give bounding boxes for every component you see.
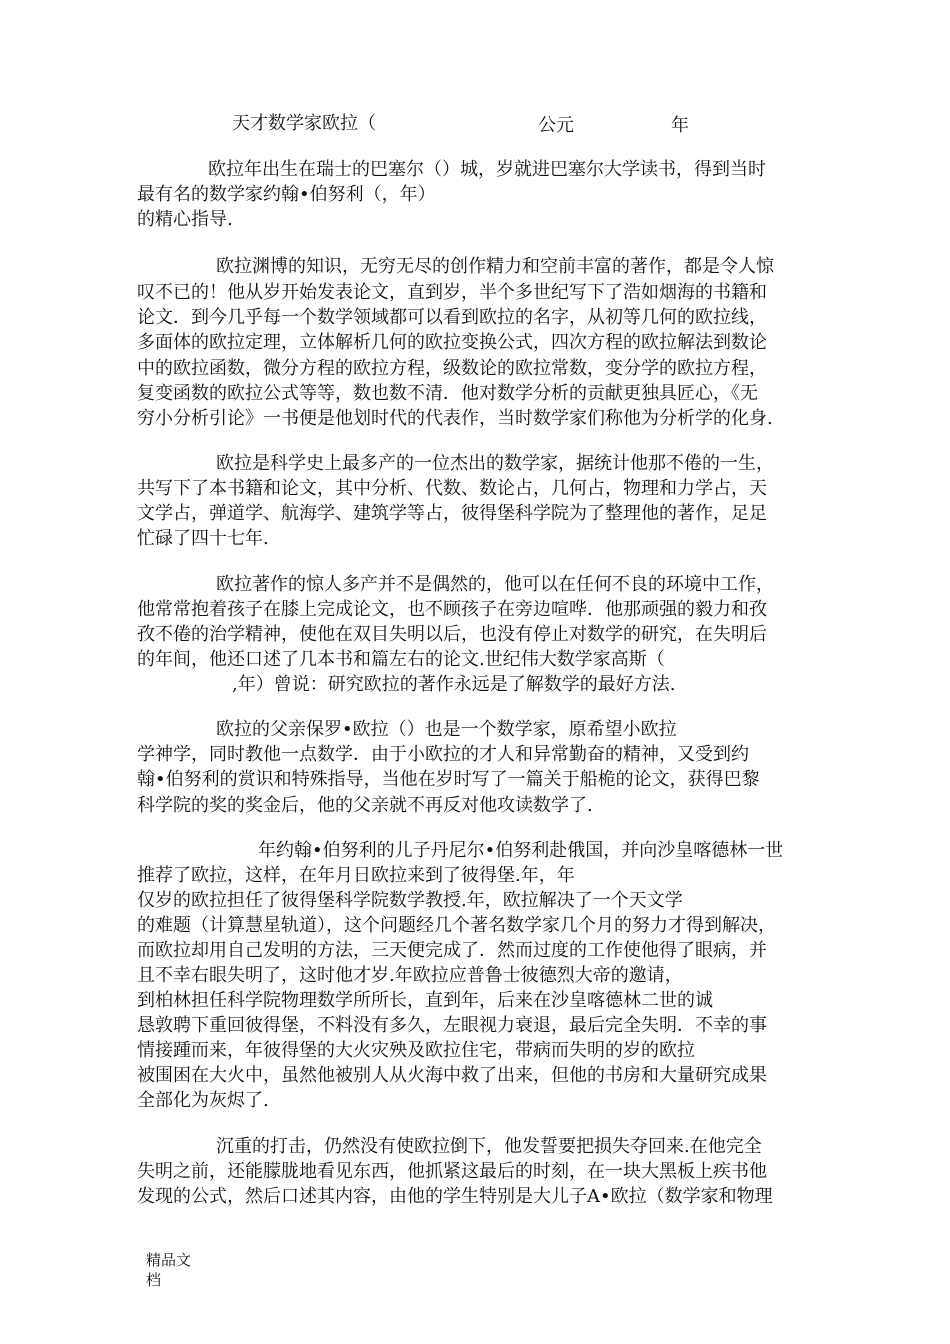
text-line: 他常常抱着孩子在膝上完成论文，也不顾孩子在旁边喧哗．他那顽强的毅力和孜 <box>137 599 767 620</box>
text-line: 最有名的数学家约翰•伯努利（，年） <box>137 184 436 205</box>
text-line: 被围困在大火中，虽然他被别人从火海中救了出来，但他的书房和大量研究成果 <box>137 1065 767 1086</box>
text-line: ,年）曾说：研究欧拉的著作永远是了解数学的最好方法. <box>232 674 676 695</box>
text-line: 的精心指导. <box>137 209 233 230</box>
text-line: 恳敦聘下重回彼得堡，不料没有多久，左眼视力衰退，最后完全失明．不幸的事 <box>137 1015 767 1036</box>
text-line: 欧拉年出生在瑞士的巴塞尔（）城，岁就进巴塞尔大学读书，得到当时 <box>208 159 766 180</box>
text-line: 叹不已的！他从岁开始发表论文，直到岁，半个多世纪写下了浩如烟海的书籍和 <box>137 282 767 303</box>
footer-line: 精品文 <box>146 1251 192 1269</box>
text-line: 而欧拉却用自己发明的方法，三天便完成了．然而过度的工作使他得了眼病，并 <box>137 940 767 961</box>
text-line: 的年间，他还口述了几本书和篇左右的论文.世纪伟大数学家高斯（ <box>137 649 665 670</box>
title-main: 天才数学家欧拉（ <box>232 113 376 134</box>
text-line: 且不幸右眼失明了，这时他才岁.年欧拉应普鲁士彼德烈大帝的邀请， <box>137 965 683 986</box>
title-year: 年 <box>671 115 689 136</box>
text-line: 中的欧拉函数，微分方程的欧拉方程，级数论的欧拉常数，变分学的欧拉方程， <box>137 358 767 379</box>
text-line: 翰•伯努利的赏识和特殊指导，当他在岁时写了一篇关于船桅的论文，获得巴黎 <box>137 769 760 790</box>
text-line: 欧拉著作的惊人多产并不是偶然的，他可以在任何不良的环境中工作， <box>216 574 774 595</box>
text-line: 全部化为灰烬了. <box>137 1090 269 1111</box>
text-line: 到柏林担任科学院物理数学所所长，直到年，后来在沙皇喀德林二世的诚 <box>137 990 713 1011</box>
text-line: 忙碌了四十七年. <box>137 528 269 549</box>
text-line: 科学院的奖的奖金后，他的父亲就不再反对他攻读数学了. <box>137 795 593 816</box>
footer-line: 档 <box>146 1271 162 1289</box>
text-line: 推荐了欧拉，这样，在年月日欧拉来到了彼得堡.年，年 <box>137 865 575 886</box>
text-line: 学神学，同时教他一点数学．由于小欧拉的才人和异常勤奋的精神，又受到约 <box>137 744 749 765</box>
text-line: 发现的公式，然后口述其内容，由他的学生特别是大儿子A•欧拉（数学家和物理 <box>137 1186 773 1207</box>
text-line: 年约翰•伯努利的儿子丹尼尔•伯努利赴俄国，并向沙皇喀德林一世 <box>258 840 784 861</box>
text-line: 欧拉是科学史上最多产的一位杰出的数学家，据统计他那不倦的一生， <box>216 453 774 474</box>
text-line: 穷小分析引论》一书便是他划时代的代表作，当时数学家们称他为分析学的化身. <box>137 408 773 429</box>
text-line: 失明之前，还能朦胧地看见东西，他抓紧这最后的时刻，在一块大黑板上疾书他 <box>137 1161 767 1182</box>
text-line: 的难题（计算慧星轨道），这个问题经几个著名数学家几个月的努力才得到解决， <box>137 915 776 936</box>
text-line: 欧拉的父亲保罗•欧拉（）也是一个数学家，原希望小欧拉 <box>216 719 677 740</box>
text-line: 论文．到今几乎每一个数学领域都可以看到欧拉的名字，从初等几何的欧拉线， <box>137 307 767 328</box>
text-line: 孜不倦的治学精神，使他在双目失明以后，也没有停止对数学的研究，在失明后 <box>137 624 767 645</box>
text-line: 多面体的欧拉定理，立体解析几何的欧拉变换公式，四次方程的欧拉解法到数论 <box>137 332 767 353</box>
text-line: 情接踵而来，年彼得堡的大火灾殃及欧拉住宅，带病而失明的岁的欧拉 <box>137 1040 695 1061</box>
title-era: 公元 <box>538 115 574 136</box>
text-line: 仅岁的欧拉担任了彼得堡科学院数学教授.年，欧拉解决了一个天文学 <box>137 890 683 911</box>
text-line: 共写下了本书籍和论文，其中分析、代数、数论占，几何占，物理和力学占，天 <box>137 478 767 499</box>
text-line: 文学占，弹道学、航海学、建筑学等占，彼得堡科学院为了整理他的著作，足足 <box>137 503 767 524</box>
text-line: 沉重的打击，仍然没有使欧拉倒下，他发誓要把损失夺回来.在他完全 <box>216 1136 762 1157</box>
text-line: 欧拉渊博的知识，无穷无尽的创作精力和空前丰富的著作，都是令人惊 <box>216 256 774 277</box>
text-line: 复变函数的欧拉公式等等，数也数不清．他对数学分析的贡献更独具匠心，《无 <box>137 383 758 404</box>
